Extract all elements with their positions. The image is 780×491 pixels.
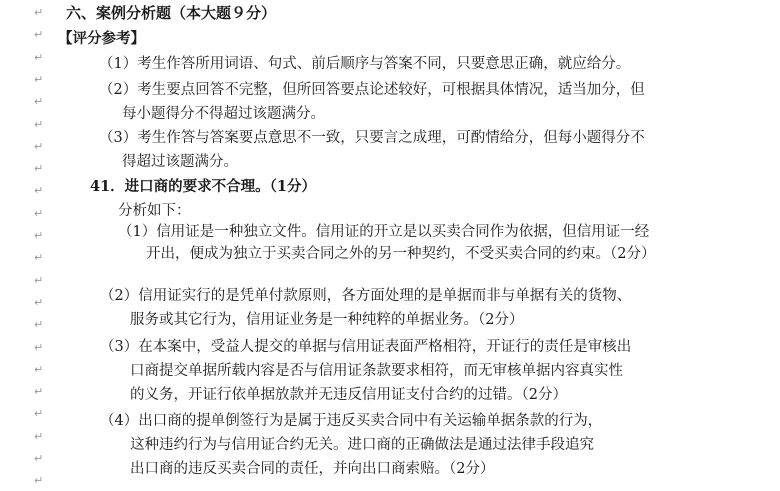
point-4-cont-2: 出口商的违反买卖合同的责任，并向出口商索赔。（2分） (130, 461, 495, 477)
paragraph-mark: ↵ (34, 318, 44, 332)
paragraph-mark: ↵ (34, 273, 44, 287)
paragraph-mark: ↵ (34, 72, 44, 86)
rubric-heading: 【评分参考】 (58, 30, 145, 47)
rubric-item-1: （1）考生作答所用词语、句式、前后顺序与答案不同，只要意思正确，就应给分。 (99, 56, 631, 72)
paragraph-mark: ↵ (34, 162, 44, 176)
paragraph-mark: ↵ (34, 95, 44, 109)
point-4-cont-1: 这种违约行为与信用证合约无关。进口商的正确做法是通过法律手段追究 (130, 437, 594, 453)
paragraph-mark: ↵ (34, 474, 44, 488)
rubric-item-2-cont: 每小题得分不得超过该题满分。 (122, 106, 325, 122)
paragraph-mark: ↵ (34, 340, 44, 354)
paragraph-mark: ↵ (34, 6, 44, 19)
point-1: （1）信用证是一种独立文件。信用证的开立是以买卖合同作为依据，但信用证一经 (118, 224, 650, 240)
paragraph-mark: ↵ (34, 50, 44, 64)
paragraph-mark: ↵ (34, 429, 44, 443)
paragraph-mark: ↵ (34, 385, 44, 399)
answer-41: 41．进口商的要求不合理。（1分） (90, 178, 317, 195)
analysis-label: 分析如下： (118, 203, 191, 219)
point-2: （2）信用证实行的是凭单付款原则，各方面处理的是单据而非与单据有关的货物、 (100, 288, 632, 304)
paragraph-mark: ↵ (34, 28, 44, 42)
paragraph-mark: ↵ (34, 452, 44, 465)
point-3-cont-2: 的义务，开证行依单据放款并无违反信用证支付合约的过错。（2分） (130, 387, 567, 403)
rubric-item-2: （2）考生要点回答不完整，但所回答要点论述较好，可根据具体情况，适当加分，但 (99, 82, 645, 98)
paragraph-mark: ↵ (34, 117, 44, 131)
paragraph-mark: ↵ (34, 206, 44, 220)
point-4: （4）出口商的提单倒签行为是属于违反买卖合同中有关运输单据条款的行为， (100, 413, 603, 429)
point-1-cont: 开出，便成为独立于买卖合同之外的另一种契约，不受买卖合同的约束。（2分） (146, 246, 656, 262)
point-3-cont-1: 口商提交单据所载内容是否与信用证条款要求相符，而无审核单据内容真实性 (130, 363, 623, 379)
paragraph-mark: ↵ (34, 229, 44, 242)
paragraph-mark: ↵ (34, 139, 44, 153)
paragraph-mark: ↵ (34, 362, 44, 376)
rubric-item-3-cont: 得超过该题满分。 (122, 154, 238, 170)
paragraph-mark: ↵ (34, 295, 44, 309)
paragraph-mark: ↵ (34, 184, 44, 198)
section-title: 六、案例分析题（本大题９分） (66, 4, 277, 22)
point-3: （3）在本案中，受益人提交的单据与信用证表面严格相符，开证行的责任是审核出 (100, 339, 632, 355)
point-2-cont: 服务或其它行为，信用证业务是一种纯粹的单据业务。（2分） (130, 312, 524, 328)
rubric-item-3: （3）考生作答与答案要点意思不一致，只要言之成理，可酌情给分，但每小题得分不 (99, 130, 645, 146)
paragraph-mark: ↵ (34, 251, 44, 265)
paragraph-mark: ↵ (34, 407, 44, 421)
